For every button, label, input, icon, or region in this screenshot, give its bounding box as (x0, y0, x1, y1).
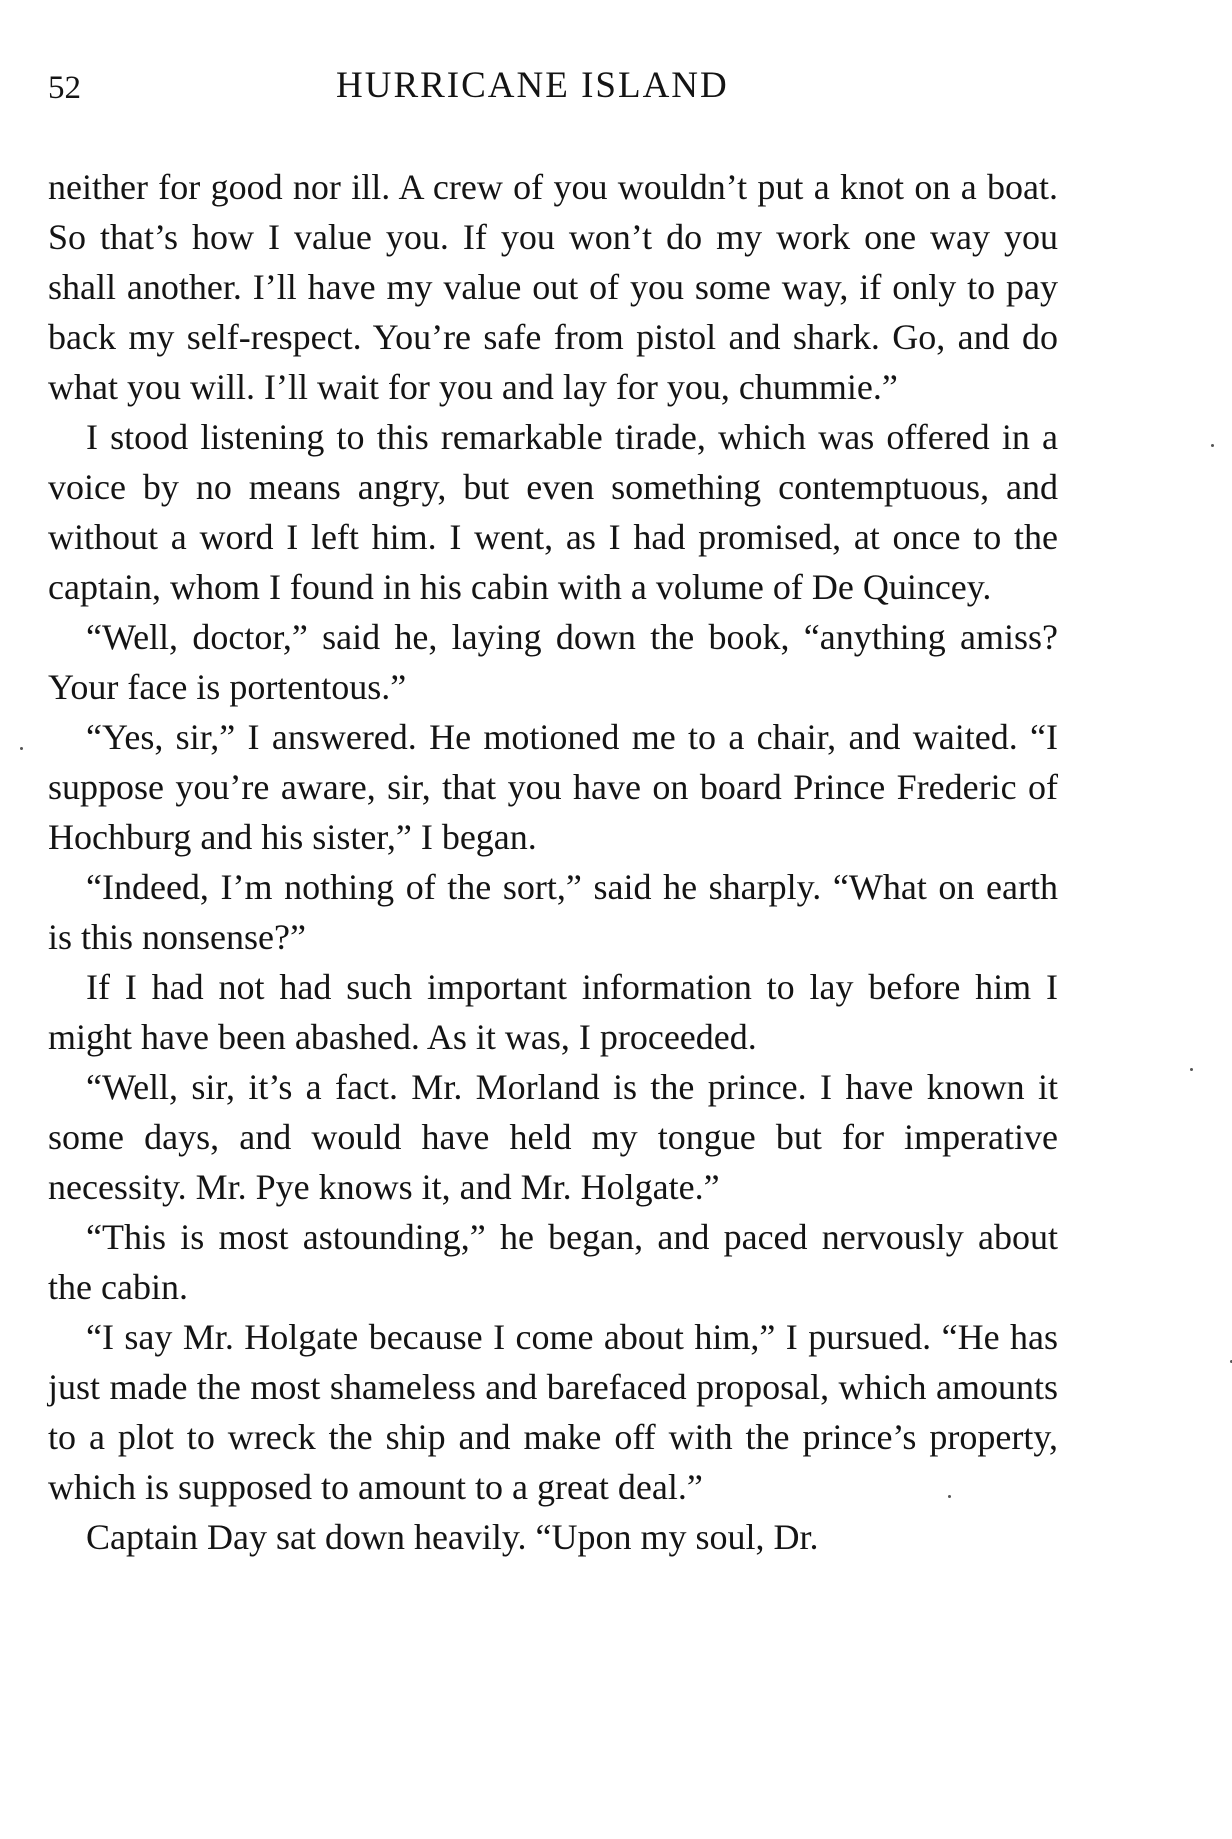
running-head (48, 64, 1056, 114)
paragraph-5: “Indeed, I’m nothing of the sort,” said he sharply. “What on earth is this nonsense?” (48, 867, 1058, 957)
paragraph-4: “Yes, sir,” I answered. He motioned me to a chair, and waited. “I suppose you’re aware, sir, that you have on board Prince Frederic of Hochburg and his sister,” I began. (48, 717, 1058, 857)
paragraph-8: “This is most astounding,” he began, and paced nervously about the cabin. (48, 1217, 1058, 1307)
scan-speck (20, 747, 23, 750)
paragraph-6: If I had not had such important information to lay before him I might have been abashed. As it was, I proceeded. (48, 967, 1058, 1057)
paragraph-7: “Well, sir, it’s a fact. Mr. Morland is the prince. I have known it some days, and would have held my tongue but for imperative necessity. Mr. Pye knows it, and Mr. Holgate.” (48, 1067, 1058, 1207)
paragraph-2: I stood listening to this remarkable tirade, which was offered in a voice by no means angry, but even something contemptuous, and without a word I left him. I went, as I had promised, at once to the captain, whom I found in his cabin with a volume of De Quincey. (48, 417, 1058, 607)
body-text (48, 162, 1058, 1562)
scan-speck (1211, 444, 1214, 447)
page-number: 52 (48, 70, 81, 106)
scan-speck (948, 1495, 951, 1498)
paragraph-3: “Well, doctor,” said he, laying down the book, “anything amiss? Your face is portentous.” (48, 617, 1058, 707)
paragraph-10: Captain Day sat down heavily. “Upon my soul, Dr. (86, 1517, 819, 1557)
paragraph-1: neither for good nor ill. A crew of you wouldn’t put a knot on a boat. So that’s how I value you. If you won’t do my work one way you shall another. I’ll have my value out of you some way, if only to pay back my self-respect. You’re safe from pistol and shark. Go, and do what you will. I’ll wait for you and lay for you, chummie.” (48, 167, 1058, 407)
scan-speck (1190, 1068, 1193, 1071)
running-title: HURRICANE ISLAND (336, 65, 729, 106)
paragraph-9: “I say Mr. Holgate because I come about him,” I pursued. “He has just made the most shameless and barefaced proposal, which amounts to a plot to wreck the ship and make off with the prince’s property, which is supposed to amount to a great deal.” (48, 1317, 1058, 1507)
